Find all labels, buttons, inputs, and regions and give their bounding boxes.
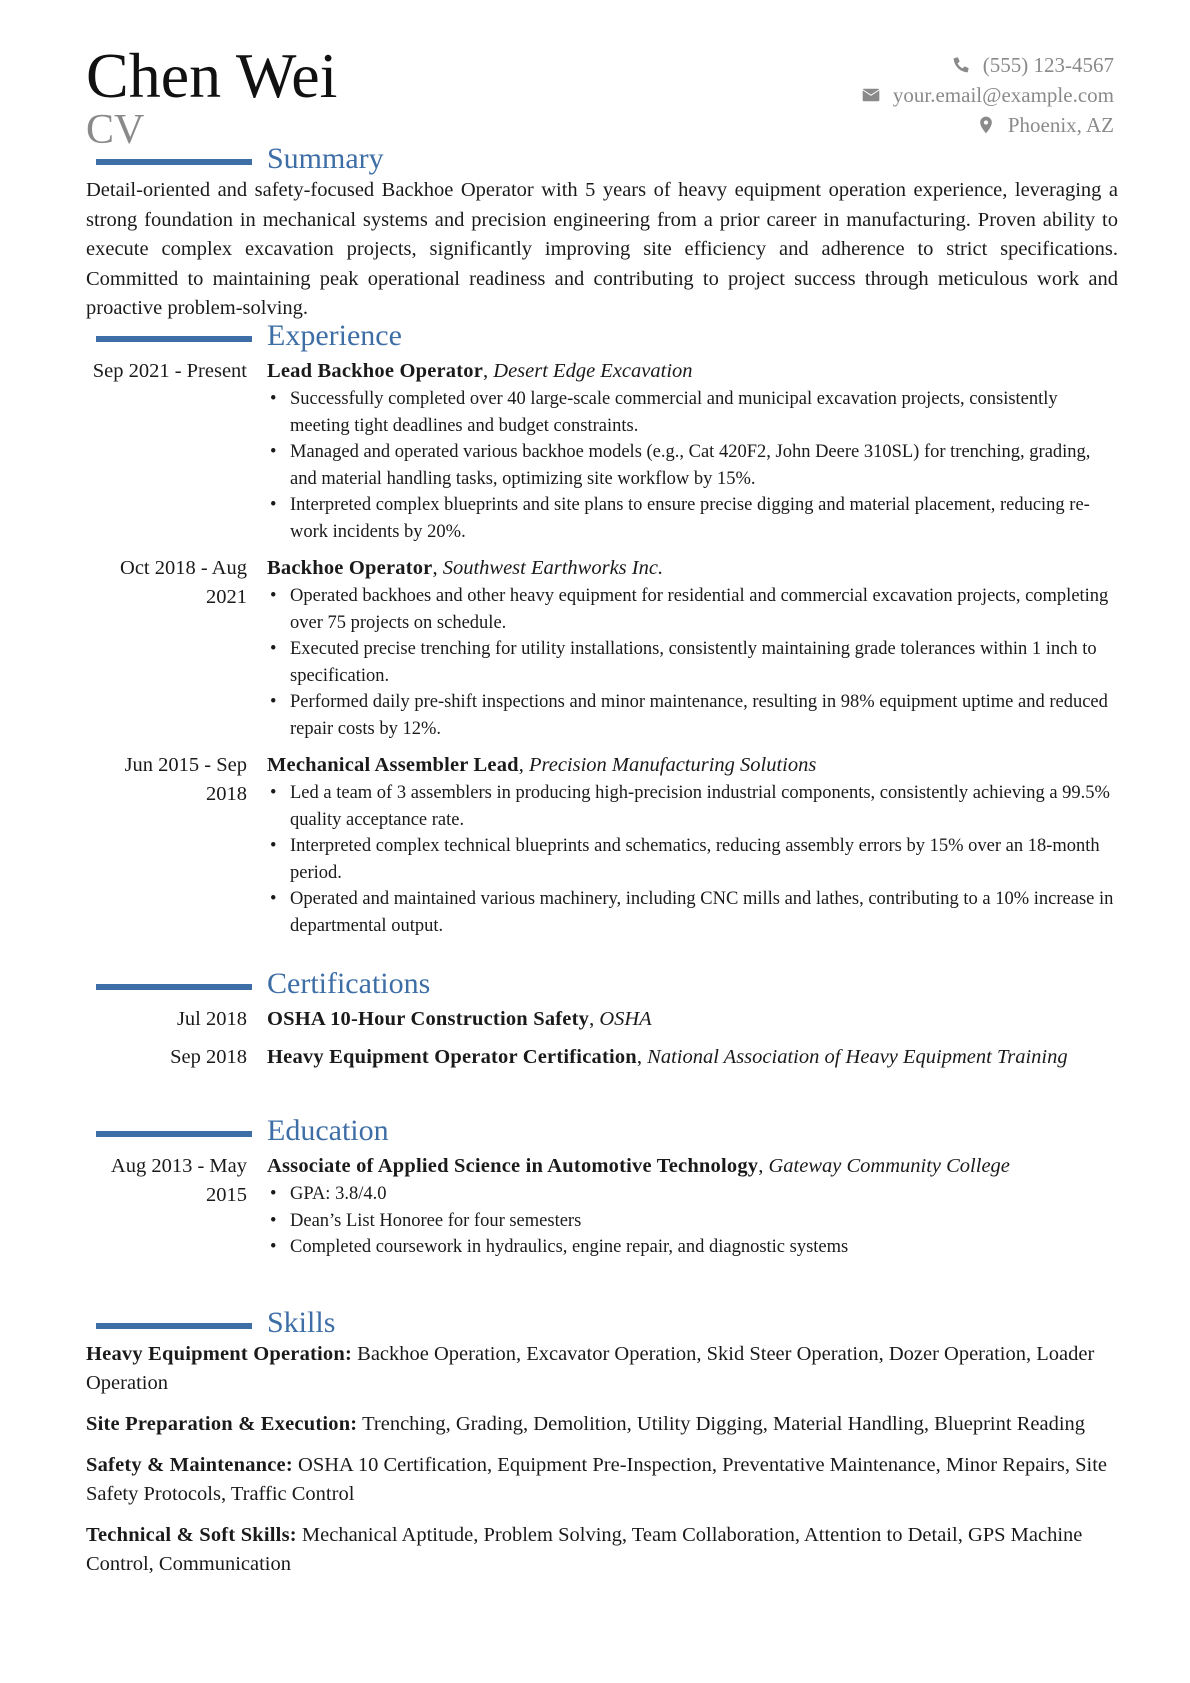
section-header — [86, 142, 1118, 176]
candidate-name: Chen Wei — [86, 40, 338, 111]
list-item: • Performed daily pre-shift inspections and minor maintenance, resulting in 98% equipment uptime and reduced repair costs by 12%. — [267, 689, 1118, 742]
envelope-icon — [861, 83, 893, 107]
section-rule — [96, 336, 252, 342]
education-entry — [86, 1152, 1118, 1261]
phone-icon — [951, 53, 983, 77]
section-title-certifications: Certifications — [267, 967, 431, 1000]
job-title: Backhoe Operator — [267, 557, 433, 579]
skill-list: Backhoe Operation, Excavator Operation, Skid Steer Operation, Dozer Operation, Loader Operation — [86, 1343, 1095, 1394]
certifications-section — [86, 967, 1118, 1072]
section-title-skills: Skills — [267, 1306, 336, 1339]
entry-heading: Associate of Applied Science in Automotive Technology, Gateway Community College — [267, 1155, 1010, 1177]
entry-heading: Backhoe Operator, Southwest Earthworks Inc. — [267, 557, 664, 579]
entry-heading: OSHA 10-Hour Construction Safety, OSHA — [267, 1008, 652, 1030]
list-item: • Successfully completed over 40 large-scale commercial and municipal excavation projects, consistently meeting tight deadlines and budget constraints. — [267, 386, 1118, 439]
school-name: Gateway Community College — [768, 1155, 1010, 1177]
experience-section — [86, 319, 1118, 939]
summary-text: Detail-oriented and safety-focused Backhoe Operator with 5 years of heavy equipment operation experience, leveraging a strong foundation in mechanical systems and precision engineering from a prior career in manufacturing. Proven ability to execute complex excavation projects, significantly improving site efficiency and adherence to strict specifications. Committed to maintaining peak operational readiness and contributing to project success through meticulous work and proactive problem-solving. — [86, 179, 1118, 319]
experience-entry — [86, 751, 1118, 939]
location-text: Phoenix, AZ — [1007, 113, 1114, 137]
bullet-list — [267, 583, 1118, 742]
phone-text[interactable]: (555) 123-4567 — [982, 53, 1114, 77]
job-title: Mechanical Assembler Lead — [267, 754, 519, 776]
degree-name: Associate of Applied Science in Automotive Technology — [267, 1155, 759, 1177]
skill-category: Safety & Maintenance: — [86, 1454, 293, 1476]
education-section — [86, 1114, 1118, 1261]
experience-entry — [86, 554, 1118, 742]
section-rule — [96, 159, 252, 165]
entry-date: Jun 2015 - Sep 2018 — [124, 754, 247, 805]
contact-block — [861, 50, 1114, 140]
list-item: • Completed coursework in hydraulics, engine repair, and diagnostic systems — [267, 1234, 1118, 1261]
contact-email — [861, 80, 1114, 110]
entry-heading: Lead Backhoe Operator, Desert Edge Excavation — [267, 360, 693, 382]
skill-row — [86, 1451, 1118, 1509]
list-item: • Dean’s List Honoree for four semesters — [267, 1208, 1118, 1235]
list-item: • Managed and operated various backhoe models (e.g., Cat 420F2, John Deere 310SL) for trenching, grading, and material handling tasks, optimizing site workflow by 15%. — [267, 439, 1118, 492]
issuer-name: OSHA — [599, 1008, 652, 1030]
employer-name: Desert Edge Excavation — [493, 360, 693, 382]
entry-date: Jul 2018 — [176, 1008, 247, 1030]
list-item: • GPA: 3.8/4.0 — [267, 1181, 1118, 1208]
list-item: • Interpreted complex technical blueprints and schematics, reducing assembly errors by 15% over an 18-month period. — [267, 833, 1118, 886]
contact-phone — [861, 50, 1114, 80]
skill-category: Heavy Equipment Operation: — [86, 1343, 353, 1365]
employer-name: Precision Manufacturing Solutions — [529, 754, 817, 776]
email-link[interactable]: your.email@example.com — [892, 83, 1114, 107]
map-pin-icon — [976, 113, 1008, 137]
entry-body — [267, 554, 1118, 742]
skill-list: Trenching, Grading, Demolition, Utility Digging, Material Handling, Blueprint Reading — [362, 1413, 1086, 1435]
employer-name: Southwest Earthworks Inc. — [442, 557, 664, 579]
skill-list: OSHA 10 Certification, Equipment Pre-Inspection, Preventative Maintenance, Minor Repairs, Site Safety Protocols, Traffic Control — [86, 1454, 1108, 1505]
skill-row — [86, 1340, 1118, 1398]
skill-list: Mechanical Aptitude, Problem Solving, Team Collaboration, Attention to Detail, GPS Machine Control, Communication — [86, 1524, 1083, 1575]
list-item: • Operated and maintained various machinery, including CNC mills and lathes, contributing to a 10% increase in departmental output. — [267, 886, 1118, 939]
list-item: • Interpreted complex blueprints and site plans to ensure precise digging and material placement, reducing re-work incidents by 20%. — [267, 492, 1118, 545]
entry-body — [267, 1005, 1118, 1034]
section-header — [86, 319, 1118, 353]
section-rule — [96, 984, 252, 990]
section-rule — [96, 1131, 252, 1137]
skill-category: Technical & Soft Skills: — [86, 1524, 297, 1546]
contact-location — [861, 110, 1114, 140]
document-subtitle: CV — [86, 107, 145, 153]
section-header — [86, 1306, 1118, 1340]
certification-entry — [86, 1005, 1118, 1034]
section-header — [86, 967, 1118, 1001]
entry-date: Aug 2013 - May 2015 — [110, 1155, 247, 1206]
entry-body — [267, 1152, 1118, 1261]
bullet-list — [267, 386, 1118, 545]
entry-heading: Heavy Equipment Operator Certification, National Association of Heavy Equipment Training — [267, 1046, 1068, 1068]
certification-entry — [86, 1043, 1118, 1072]
list-item: • Led a team of 3 assemblers in producing high-precision industrial components, consistently achieving a 99.5% quality acceptance rate. — [267, 780, 1118, 833]
entry-heading: Mechanical Assembler Lead, Precision Manufacturing Solutions — [267, 754, 817, 776]
section-title-summary: Summary — [267, 142, 384, 175]
experience-entry — [86, 357, 1118, 545]
certification-name: Heavy Equipment Operator Certification — [267, 1046, 637, 1068]
entry-body — [267, 751, 1118, 939]
entry-date: Oct 2018 - Aug 2021 — [120, 557, 247, 608]
section-title-experience: Experience — [267, 319, 402, 352]
section-title-education: Education — [267, 1114, 389, 1147]
entry-body — [267, 1043, 1118, 1072]
issuer-name: National Association of Heavy Equipment Training — [647, 1046, 1068, 1068]
skill-row — [86, 1410, 1118, 1439]
certification-name: OSHA 10-Hour Construction Safety — [267, 1008, 590, 1030]
bullet-list — [267, 780, 1118, 939]
list-item: • Executed precise trenching for utility installations, consistently maintaining grade tolerances within 1 inch to specification. — [267, 636, 1118, 689]
skills-section — [86, 1306, 1118, 1591]
summary-section — [86, 142, 1118, 324]
section-rule — [96, 1323, 252, 1329]
entry-body — [267, 357, 1118, 545]
entry-date: Sep 2021 - Present — [92, 360, 247, 382]
section-header — [86, 1114, 1118, 1148]
skill-row — [86, 1521, 1118, 1579]
list-item: • Operated backhoes and other heavy equipment for residential and commercial excavation projects, completing over 75 projects on schedule. — [267, 583, 1118, 636]
skill-category: Site Preparation & Execution: — [86, 1413, 358, 1435]
entry-date: Sep 2018 — [170, 1046, 247, 1068]
job-title: Lead Backhoe Operator — [267, 360, 484, 382]
bullet-list — [267, 1181, 1118, 1261]
